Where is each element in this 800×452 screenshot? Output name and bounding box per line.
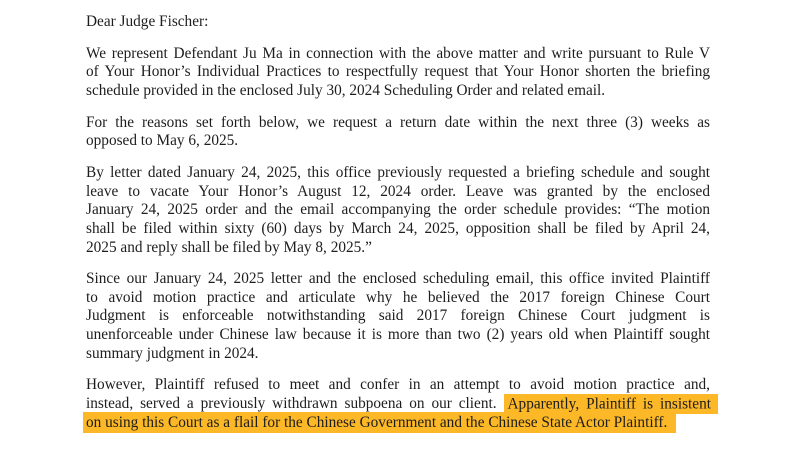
paragraph — [86, 114, 710, 151]
highlighted-text-segment: on using this Court as a flail for the Chinese Government and the Chinese State Actor Plaintiff. — [83, 412, 676, 434]
letter-line — [86, 82, 710, 101]
text-segment: summary judgment in 2024. — [86, 344, 259, 362]
text-segment: By letter dated January 24, 2025, this office previously requested a briefing schedule and sought — [86, 164, 710, 182]
paragraph — [86, 45, 710, 101]
text-segment: instead, served a previously withdrawn subpoena on our client. — [86, 395, 504, 413]
text-segment: January 24, 2025 order and the email accompanying the order schedule provides: “The motion — [86, 201, 710, 219]
text-segment: to avoid motion practice and articulate why he believed the 2017 foreign Chinese Court — [86, 288, 710, 306]
text-segment: 2025 and reply shall be filed by May 8, 2025.” — [86, 238, 372, 256]
letter-document — [86, 13, 710, 445]
letter-line — [86, 307, 710, 326]
letter-line — [86, 63, 710, 82]
letter-line — [86, 220, 710, 239]
letter-line — [86, 270, 710, 289]
letter-line — [86, 239, 710, 258]
letter-line — [86, 326, 710, 345]
letter-line — [86, 164, 710, 183]
letter-line — [86, 376, 710, 395]
letter-line — [86, 414, 710, 433]
text-segment: shall be filed within sixty (60) days by March 24, 2025, opposition shall be filed by April 24, — [86, 219, 710, 237]
text-segment: unenforceable under Chinese law because it is more than two (2) years old when Plaintiff sought — [86, 326, 710, 344]
highlighted-text-segment: Apparently, Plaintiff is insistent — [504, 394, 719, 415]
letter-line — [86, 201, 710, 220]
paragraph — [86, 13, 710, 32]
text-segment: However, Plaintiff refused to meet and confer in an attempt to avoid motion practice and, — [86, 376, 710, 394]
text-segment: schedule provided in the enclosed July 30, 2024 Scheduling Order and related email. — [86, 81, 606, 99]
letter-line — [86, 114, 710, 133]
letter-body — [86, 45, 710, 432]
text-segment: We represent Defendant Ju Ma in connection with the above matter and write pursuant to Rule V — [86, 44, 710, 62]
letter-line — [86, 395, 710, 414]
paragraph — [86, 270, 710, 363]
paragraph — [86, 164, 710, 257]
letter-line — [86, 345, 710, 364]
salutation: Dear Judge Fischer: — [86, 13, 209, 30]
text-segment: Since our January 24, 2025 letter and the enclosed scheduling email, this office invited Plaintiff — [86, 270, 710, 288]
text-segment: For the reasons set forth below, we request a return date within the next three (3) weeks as — [86, 113, 710, 131]
letter-line — [86, 183, 710, 202]
text-segment: Judgment is enforceable notwithstanding said 2017 foreign Chinese Court judgment is — [86, 307, 710, 325]
text-segment: leave to vacate Your Honor’s August 12, 2024 order. Leave was granted by the enclosed — [86, 182, 710, 200]
letter-line — [86, 45, 710, 64]
text-segment: of Your Honor’s Individual Practices to respectfully request that Your Honor shorten the briefing — [86, 63, 710, 81]
paragraph — [86, 376, 710, 432]
text-segment: opposed to May 6, 2025. — [86, 132, 239, 150]
letter-line — [86, 132, 710, 151]
letter-line — [86, 289, 710, 308]
